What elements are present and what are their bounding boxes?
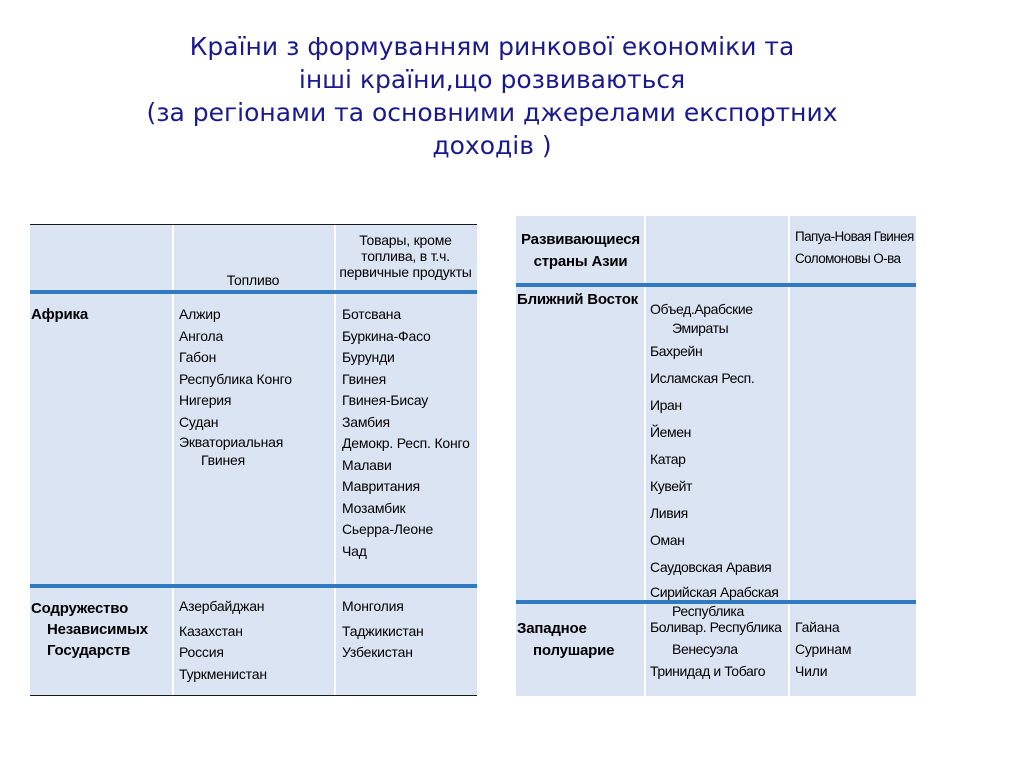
cis-goods-list [342, 596, 477, 664]
list-item: Демокр. Респ. Конго [342, 435, 470, 451]
list-item: Боливар. Республика [650, 619, 782, 635]
list-item: Ботсвана [342, 306, 401, 322]
region-cis-line-2: Независимых [47, 621, 148, 638]
list-item: Ливия [650, 505, 688, 521]
list-item: Суринам [795, 641, 852, 657]
middle-east-fuel-list [650, 300, 788, 621]
list-item: Объед.Арабские [650, 301, 753, 317]
africa-goods-list [342, 304, 477, 562]
region-cis-line-1: Содружество [31, 600, 129, 617]
title-line-3: (за регіонами та основними джерелами експортних [146, 98, 838, 127]
left-table-header-rule [30, 290, 477, 294]
header-goods-line-2: топлива, в т.ч. [361, 248, 450, 264]
list-item: Нигерия [179, 392, 232, 408]
list-item: Кувейт [650, 478, 693, 494]
list-item: Экваториальная [179, 434, 284, 450]
list-item: Судан [179, 413, 219, 430]
list-item: Замбия [342, 413, 390, 430]
left-table-top-rule [30, 224, 477, 225]
page-title [0, 30, 984, 162]
list-item: Йемен [650, 424, 691, 440]
list-item: Оман [650, 532, 685, 548]
list-item: Сирийская Арабская [650, 584, 779, 600]
left-table-section-rule [30, 584, 477, 588]
list-item: Гвинея-Бисау [342, 392, 429, 408]
list-item: Чад [342, 542, 367, 559]
list-item: Папуа-Новая Гвинея [795, 229, 914, 244]
list-item: Тринидад и Тобаго [650, 663, 766, 679]
list-item: Саудовская Аравия [650, 559, 772, 575]
list-item: Соломоновы О-ва [795, 250, 901, 266]
list-item: Бахрейн [650, 343, 703, 359]
header-goods-line-3: первичные продукты [339, 264, 472, 280]
left-table-divider-2 [334, 225, 336, 696]
region-western-hemisphere [517, 618, 614, 662]
list-item: Исламская Респ. Иран [650, 370, 755, 413]
list-item: Мавритания [342, 478, 420, 494]
right-table-divider-2 [788, 216, 790, 696]
list-item: Казахстан [179, 622, 243, 639]
list-item: Узбекистан [342, 644, 413, 660]
list-item: Катар [650, 451, 686, 467]
list-item: Монголия [342, 598, 404, 614]
list-item: Алжир [179, 306, 221, 322]
western-goods-list [795, 616, 916, 682]
list-item: Буркина-Фасо [342, 327, 431, 344]
africa-fuel-list [179, 304, 334, 469]
region-asia-line-1: Развивающиеся [521, 231, 640, 248]
list-item-continuation: Эмираты [672, 320, 729, 336]
cis-fuel-list [179, 596, 334, 685]
region-africa: Африка [31, 306, 88, 323]
region-western-line-1: Западное [517, 620, 587, 637]
list-item: Гвинея [342, 370, 386, 387]
title-line-2: інші країни,що розвиваються [298, 65, 686, 94]
list-item: Туркменистан [179, 665, 267, 682]
list-item: Сьерра-Леоне [342, 521, 434, 537]
asia-goods-list [795, 226, 916, 269]
header-fuel: Топливо [226, 272, 280, 288]
list-item: Бурунди [342, 349, 395, 365]
left-table-divider-1 [172, 225, 174, 696]
list-item-continuation: Венесуэла [672, 641, 738, 657]
header-goods [334, 232, 477, 280]
left-table-bottom-rule [30, 695, 477, 696]
list-item: Республика Конго [179, 370, 292, 387]
list-item: Мозамбик [342, 499, 406, 516]
region-asia-header [517, 229, 644, 273]
list-item: Гайана [795, 619, 840, 635]
region-western-line-2: полушарие [533, 642, 615, 659]
title-line-1: Країни з формуванням ринкової економіки та [189, 32, 795, 61]
list-item: Малави [342, 456, 392, 473]
right-table-header-rule [516, 283, 916, 287]
list-item: Ангола [179, 327, 224, 344]
list-item-continuation: Гвинея [201, 452, 245, 468]
region-cis-line-3: Государств [47, 642, 130, 659]
title-line-4: доходів ) [432, 131, 552, 160]
list-item: Азербайджан [179, 598, 265, 614]
western-fuel-list [650, 616, 788, 682]
region-asia-line-2: страны Азии [533, 253, 628, 270]
list-item: Чили [795, 663, 828, 679]
region-middle-east: Ближний Восток [517, 291, 638, 308]
list-item: Габон [179, 349, 217, 365]
right-table-divider-1 [644, 216, 646, 696]
region-cis [31, 598, 148, 661]
header-goods-line-1: Товары, кроме [359, 232, 452, 248]
list-item-continuation: Республика [672, 603, 744, 619]
list-item: Россия [179, 644, 224, 660]
list-item: Таджикистан [342, 622, 424, 639]
